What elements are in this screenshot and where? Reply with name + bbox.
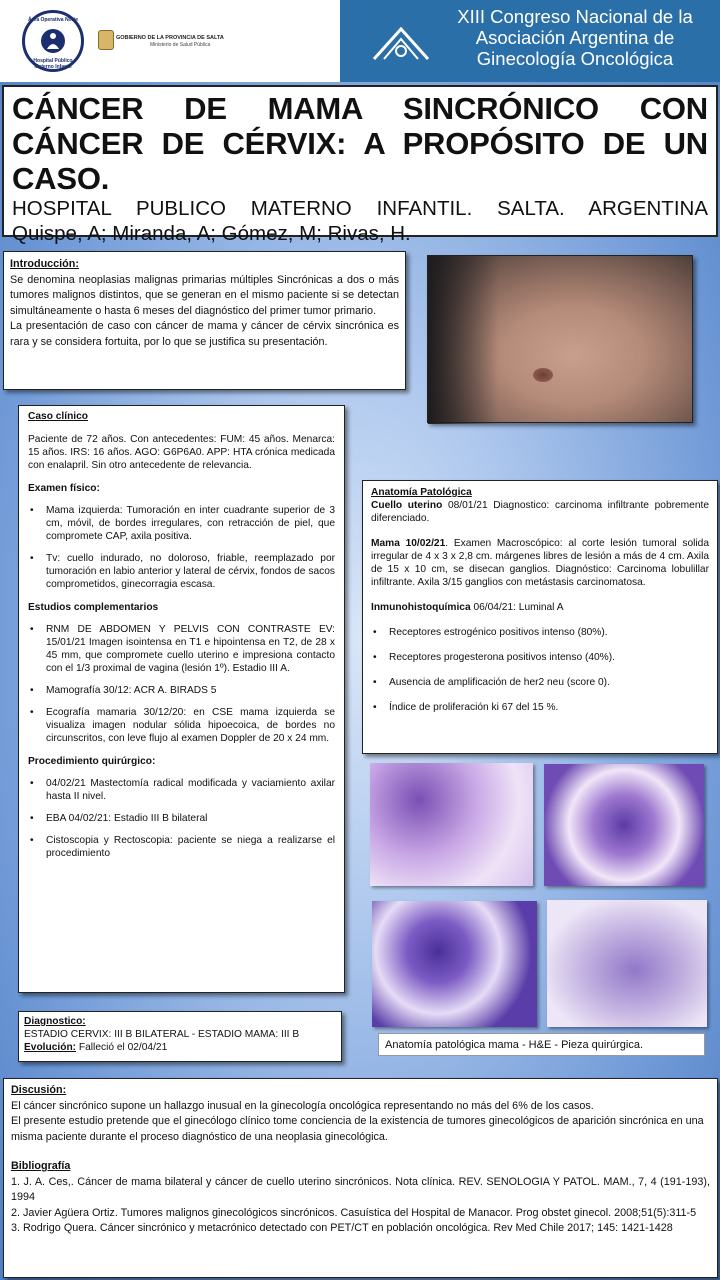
congress-title bbox=[440, 6, 710, 69]
evolution-label: Evolución: bbox=[24, 1042, 77, 1053]
histology-caption: Anatomía patológica mama - H&E - Pieza quirúrgica. bbox=[378, 1033, 705, 1056]
list-item: • Receptores estrogénico positivos intenso (80%). bbox=[371, 626, 709, 639]
ihq-list bbox=[371, 626, 709, 714]
list-item: • Índice de proliferación ki 67 del 15 %. bbox=[371, 701, 709, 714]
bibliography-item: 2. Javier Agüera Ortiz. Tumores malignos ginecológicos sincrónicos. Casuística del Hospital de Manacor. Prog obstet ginecol. 2008;51(5):311-5 bbox=[11, 1206, 697, 1219]
discussion-heading: Discusión: bbox=[11, 1084, 67, 1096]
histology-image-2 bbox=[544, 764, 704, 886]
ihq-line bbox=[371, 601, 709, 614]
cervix-label: Cuello uterino bbox=[371, 500, 443, 511]
diagnosis-text: ESTADIO CERVIX: III B BILATERAL - ESTADIO MAMA: III B bbox=[24, 1029, 300, 1040]
photo-shadow bbox=[428, 256, 498, 424]
proc-list bbox=[28, 777, 335, 860]
ihq-text: 06/04/21: Luminal A bbox=[470, 602, 564, 613]
breast-pathology bbox=[371, 537, 709, 589]
poster-title: CÁNCER DE MAMA SINCRÓNICO CON CÁNCER DE CÉRVIX: A PROPÓSITO DE UN CASO. bbox=[12, 91, 708, 196]
breast-label: Mama 10/02/21 bbox=[371, 538, 446, 549]
family-icon bbox=[39, 27, 67, 55]
histology-image-3 bbox=[372, 901, 537, 1027]
breast-clinical-photo bbox=[427, 255, 693, 423]
breast-text: . Examen Macroscópico: al corte lesión tumoral solida irregular de 4 x 3 x 2,8 cm. márgenes libres de lesión a más de 4 cm. Axila de 15 x 10 cm, se disecan ganglios. Diagnóstico: Carcinoma lobulillar infiltrante. Axila 3/15 ganglios con metástasis carcinomatosa. bbox=[371, 538, 709, 588]
histology-image-1 bbox=[370, 763, 533, 886]
histology-image-4 bbox=[547, 900, 707, 1027]
diagnosis-heading: Diagnostico: bbox=[24, 1016, 86, 1027]
title-box bbox=[2, 85, 718, 245]
cervix-pathology bbox=[371, 499, 709, 525]
proc-heading: Procedimiento quirúrgico: bbox=[28, 756, 156, 767]
list-item: • Ausencia de amplificación de her2 neu (score 0). bbox=[371, 676, 709, 689]
province-seal-icon bbox=[98, 30, 114, 50]
list-item: • Receptores progesterona positivos intenso (40%). bbox=[371, 651, 709, 664]
header-logos-panel bbox=[0, 0, 340, 82]
list-item: • EBA 04/02/21: Estadio III B bilateral bbox=[28, 812, 335, 825]
discussion-box bbox=[3, 1078, 718, 1278]
discussion-p2: El presente estudio pretende que el ginecólogo clínico tome conciencia de la existencia de tumores ginecológicos de aparición sincrónica en una misma paciente durante el proceso diagnóstico de una neoplasia ginecológica. bbox=[11, 1115, 704, 1143]
list-item: • Tv: cuello indurado, no doloroso, friable, reemplazado por tumoración en labio anterior y lateral de cérvix, fondos de sacos comprometidos, ginecorragia escasa. bbox=[28, 552, 335, 591]
list-item: • Cistoscopia y Rectoscopia: paciente se niega a realizarse el procedimiento bbox=[28, 834, 335, 860]
list-item: • 04/02/21 Mastectomía radical modificada y vaciamiento axilar hasta II nivel. bbox=[28, 777, 335, 803]
congress-line-3: Ginecología Oncológica bbox=[476, 48, 674, 69]
pathology-box bbox=[362, 480, 718, 754]
case-heading: Caso clínico bbox=[28, 411, 89, 422]
exam-heading: Examen físico: bbox=[28, 483, 100, 494]
authors: Quispe, A; Miranda, A; Gómez, M; Rivas, H. bbox=[12, 222, 411, 245]
bibliography-item: 3. Rodrigo Quera. Cáncer sincrónico y metacrónico detectado con PET/CT en población oncológica. Rev Med Chile 2017; 145: 1421-1428 bbox=[11, 1222, 673, 1234]
congress-banner bbox=[340, 0, 720, 82]
evolution-line bbox=[24, 1041, 336, 1054]
diagnosis-box bbox=[18, 1011, 342, 1062]
evolution-text: Falleció el 02/04/21 bbox=[76, 1042, 168, 1053]
list-item: • Ecografía mamaria 30/12/20: en CSE mama izquierda se visualiza imagen nodular sólida hipoecoica, de bordes no circunscritos, con leve flujo al examen Doppler de 20 x 24 mm. bbox=[28, 706, 335, 745]
bibliography-item: 1. J. A. Ces,. Cáncer de mama bilateral y cáncer de cuello uterino sincrónicos. Nota clínica. REV. SENOLOGIA Y PATOL. MAM., 7, 4 (191-193), 1994 bbox=[11, 1175, 710, 1203]
studies-list bbox=[28, 623, 335, 745]
exam-list bbox=[28, 504, 335, 591]
intro-box bbox=[3, 251, 406, 390]
case-p1: Paciente de 72 años. Con antecedentes: FUM: 45 años. Menarca: 15 años. IRS: 16 años. AGO: G6P6A0. APP: HTA crónica medicada con enalapril. Sin otro antecedente de relevancia. bbox=[28, 434, 335, 471]
studies-heading: Estudios complementarios bbox=[28, 602, 159, 613]
list-item: • Mama izquierda: Tumoración en inter cuadrante superior de 3 cm, móvil, de bordes irregulares, con retracción de piel, que compromete CAP, axila positiva. bbox=[28, 504, 335, 543]
cervix-text: 08/01/21 Diagnostico: carcinoma infiltrante pobremente diferenciado. bbox=[371, 500, 709, 524]
intro-p1: Se denomina neoplasias malignas primarias múltiples Sincrónicas a dos o más tumores malignos distintos, que se generan en el mismo paciente si se detectan simultáneamente o hasta 6 meses del diagnóstico del primer tumor primario. bbox=[10, 273, 399, 317]
intro-heading: Introducción: bbox=[10, 258, 79, 270]
gov-name: GOBIERNO DE LA PROVINCIA DE SALTA bbox=[116, 35, 224, 41]
hospital-name: HOSPITAL PUBLICO MATERNO INFANTIL. SALTA. ARGENTINA bbox=[12, 197, 708, 220]
case-box bbox=[18, 405, 345, 993]
list-item: • Mamografía 30/12: ACR A. BIRADS 5 bbox=[28, 684, 335, 697]
logo-text-top: Área Operativa Norte bbox=[27, 17, 79, 23]
discussion-p1: El cáncer sincrónico supone un hallazgo inusual en la ginecología oncológica representando no más del 6% de los casos. bbox=[11, 1099, 594, 1112]
list-item: • RNM DE ABDOMEN Y PELVIS CON CONTRASTE EV: 15/01/21 Imagen isointensa en T1 e hipointensa en T2, de 28 x 45 mm, que compromete cuello uterino e impresiona contacto con el 1/3 proximal de vagina (lesión 1º). Estadio III A. bbox=[28, 623, 335, 675]
ihq-label: Inmunohistoquímica bbox=[371, 602, 471, 613]
pathology-heading: Anatomía Patológica bbox=[371, 487, 472, 498]
congress-line-1: XIII Congreso Nacional de la bbox=[457, 6, 693, 27]
photo-nipple bbox=[533, 368, 553, 382]
logo-text-bottom: Hospital Público Materno Infantil bbox=[33, 58, 73, 70]
intro-p2: La presentación de caso con cáncer de mama y cáncer de cérvix sincrónica es rara y se considera fortuita, por lo que se justifica su presentación. bbox=[10, 320, 399, 348]
hospital-logo bbox=[22, 10, 84, 72]
congress-logo-icon bbox=[372, 25, 430, 61]
bibliography-heading: Bibliografía bbox=[11, 1160, 71, 1172]
gov-ministry: Ministerio de Salud Pública bbox=[150, 42, 211, 48]
congress-line-2: Asociación Argentina de bbox=[475, 27, 675, 48]
